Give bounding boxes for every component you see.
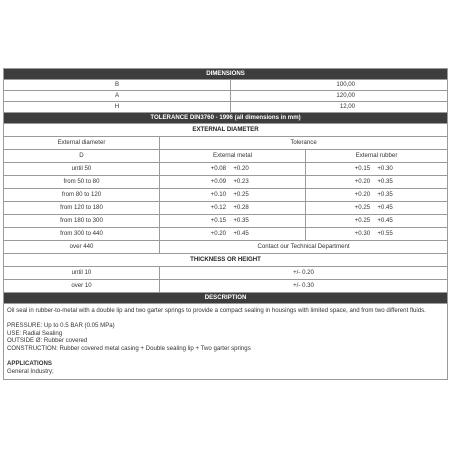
metal-tolerance	[160, 176, 306, 189]
metal-tolerance	[160, 215, 306, 228]
metal-tolerance	[160, 189, 306, 202]
tolerance-row-over	[4, 241, 448, 254]
column-header-external-metal: External metal	[160, 150, 306, 163]
diameter-range: from 80 to 120	[4, 189, 160, 202]
contact-note: Contact our Technical Department	[160, 241, 448, 254]
rubber-tolerance	[306, 202, 448, 215]
dimension-value: 12,00	[231, 102, 448, 113]
diameter-range: over 440	[4, 241, 160, 254]
description-text: Oil seal in rubber-to-metal with a double lip and two garter springs to provide a compact sealing in housings with limited space, and from two different fluids.	[7, 307, 426, 314]
diameter-range: from 50 to 80	[4, 176, 160, 189]
product-spec-sheet	[3, 68, 447, 380]
rubber-max: +0.30	[377, 165, 393, 172]
rubber-min: +0.20	[354, 178, 371, 185]
tolerance-row	[4, 163, 448, 176]
dimension-row	[4, 102, 448, 113]
applications-text: General Industry;	[7, 367, 54, 375]
tolerance-row	[4, 228, 448, 241]
rubber-min: +0.15	[354, 165, 371, 172]
metal-min: +0.20	[210, 230, 227, 237]
dimension-label: B	[4, 80, 231, 91]
diameter-range: from 300 to 440	[4, 228, 160, 241]
metal-min: +0.10	[210, 191, 227, 198]
spec-table	[3, 68, 448, 380]
use-line: USE: Radial Sealing	[7, 329, 63, 337]
dimension-row	[4, 80, 448, 91]
external-diameter-subheader: EXTERNAL DIAMETER	[4, 124, 448, 137]
rubber-max: +0.55	[377, 230, 393, 237]
thickness-row	[4, 280, 448, 293]
metal-max: +0.23	[233, 178, 249, 185]
rubber-min: +0.25	[354, 204, 371, 211]
dimensions-header: DIMENSIONS	[4, 69, 448, 80]
rubber-min: +0.25	[354, 217, 371, 224]
column-header-external-rubber: External rubber	[306, 150, 448, 163]
outside-line: OUTSIDE Ø: Rubber covered	[7, 337, 88, 345]
description-header: DESCRIPTION	[4, 293, 448, 304]
metal-min: +0.09	[210, 178, 227, 185]
metal-tolerance	[160, 228, 306, 241]
tolerance-row	[4, 215, 448, 228]
rubber-max: +0.45	[377, 204, 393, 211]
dimension-label: A	[4, 91, 231, 102]
dimension-value: 120,00	[231, 91, 448, 102]
thickness-value: +/- 0.30	[160, 280, 448, 293]
metal-tolerance	[160, 163, 306, 176]
column-header-external-diameter: External diameter	[4, 137, 160, 150]
rubber-min: +0.30	[354, 230, 371, 237]
rubber-tolerance	[306, 176, 448, 189]
tolerance-row	[4, 189, 448, 202]
diameter-range: from 120 to 180	[4, 202, 160, 215]
metal-min: +0.12	[210, 204, 227, 211]
column-header-d: D	[4, 150, 160, 163]
diameter-range: until 50	[4, 163, 160, 176]
rubber-min: +0.20	[354, 191, 371, 198]
pressure-line: PRESSURE: Up to 0.5 BAR (0.05 MPa)	[7, 322, 115, 330]
metal-max: +0.35	[233, 217, 249, 224]
metal-tolerance	[160, 202, 306, 215]
metal-max: +0.25	[233, 191, 249, 198]
rubber-tolerance	[306, 228, 448, 241]
applications-title: APPLICATIONS	[7, 360, 52, 368]
metal-max: +0.20	[233, 165, 249, 172]
column-header-tolerance: Tolerance	[160, 137, 448, 150]
rubber-max: +0.35	[377, 178, 393, 185]
rubber-tolerance	[306, 215, 448, 228]
metal-min: +0.15	[210, 217, 227, 224]
diameter-range: from 180 to 300	[4, 215, 160, 228]
construction-line: CONSTRUCTION: Rubber covered metal casing + Double sealing lip + Two garter springs	[7, 344, 251, 352]
tolerance-row	[4, 176, 448, 189]
metal-max: +0.28	[233, 204, 249, 211]
dimension-value: 100,00	[231, 80, 448, 91]
tolerance-row	[4, 202, 448, 215]
dimension-label: H	[4, 102, 231, 113]
dimension-row	[4, 91, 448, 102]
metal-max: +0.45	[233, 230, 249, 237]
metal-min: +0.08	[210, 165, 227, 172]
rubber-max: +0.45	[377, 217, 393, 224]
rubber-tolerance	[306, 163, 448, 176]
thickness-value: +/- 0.20	[160, 267, 448, 280]
thickness-range: until 10	[4, 267, 160, 280]
thickness-subheader: THICKNESS OR HEIGHT	[4, 254, 448, 267]
rubber-tolerance	[306, 189, 448, 202]
description-body	[4, 304, 448, 380]
rubber-max: +0.35	[377, 191, 393, 198]
thickness-range: over 10	[4, 280, 160, 293]
thickness-row	[4, 267, 448, 280]
tolerance-header: TOLERANCE DIN3760 - 1996 (all dimensions in mm)	[4, 113, 448, 124]
